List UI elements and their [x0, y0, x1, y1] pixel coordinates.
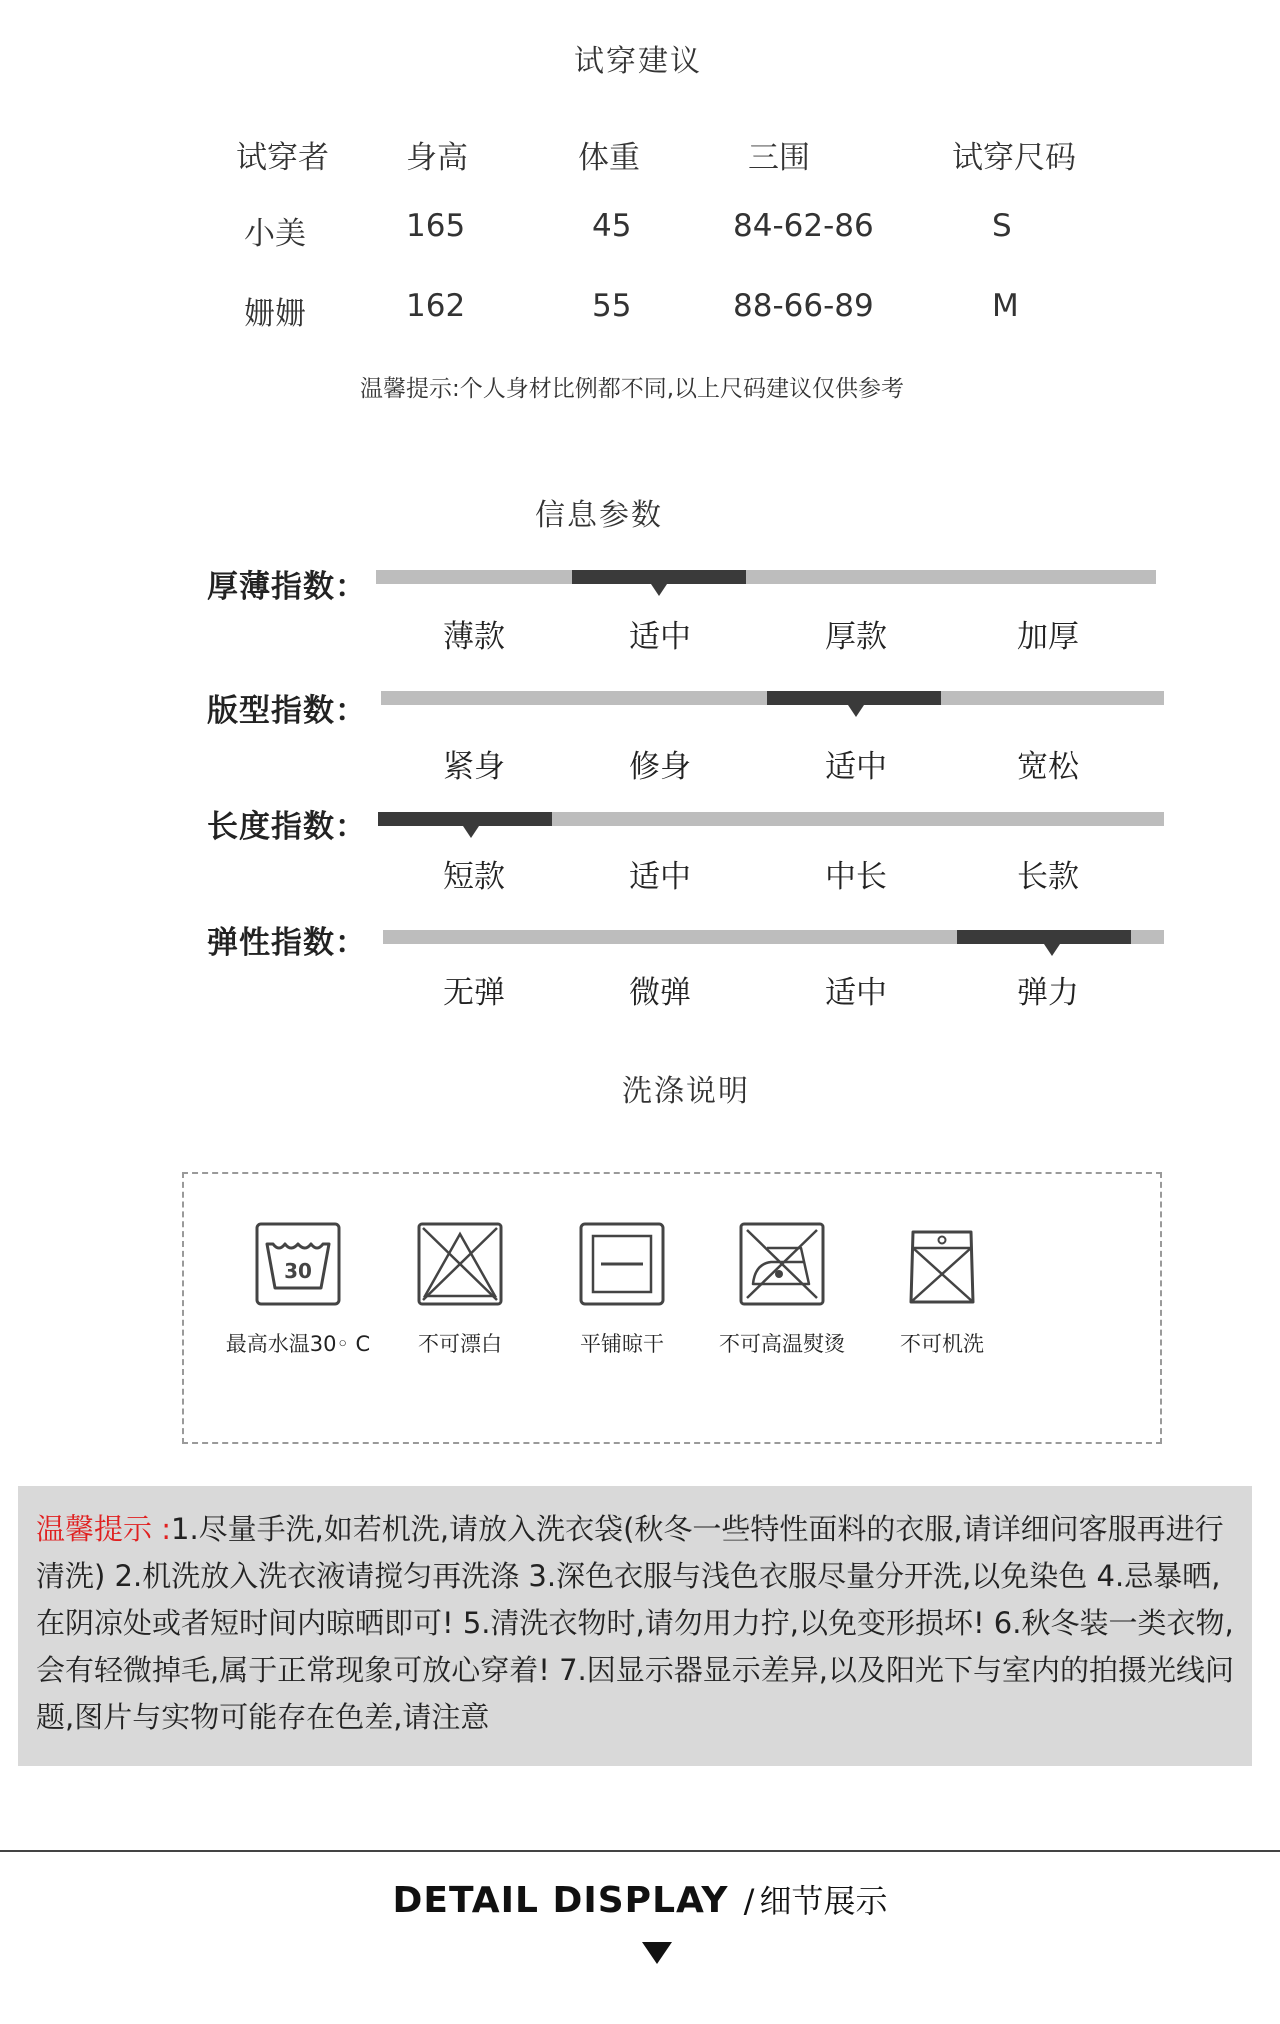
index-option: 厚款 [825, 619, 887, 655]
index-option: 弹力 [1017, 975, 1079, 1011]
index-option: 适中 [825, 749, 887, 785]
wash-label: 不可高温熨烫 [719, 1332, 845, 1356]
notice-body: 1.尽量手洗,如若机洗,请放入洗衣袋(秋冬一些特性面料的衣服,请详细问客服再进行清洗) 2.机洗放入洗衣液请搅匀再洗涤 3.深色衣服与浅色衣服尽量分开洗,以免染色 4.忌暴晒,在阴凉处或者短时间内晾晒即可! 5.清洗衣物时,请勿用力拧,以免变形损坏! 6.秋冬装一类衣物,会有轻微掉毛,属于正常现象可放心穿着! 7.因显示器显示差异,以及阳光下与室内的拍摄光线问题,图片与实物可能存在色差,请注意 [36, 1512, 1234, 1734]
no-machine-wash-icon [899, 1222, 985, 1306]
index-pointer [651, 584, 667, 596]
section-divider [0, 1850, 1280, 1852]
detail-separator: / [743, 1882, 755, 1920]
notice-label: 温馨提示 : [36, 1512, 171, 1546]
index-pointer [1044, 944, 1060, 956]
warm-notice-box [18, 1486, 1252, 1766]
index-label: 长度指数： [207, 809, 367, 845]
wash-label: 不可漂白 [418, 1332, 502, 1356]
table-cell: 45 [592, 208, 632, 244]
table-cell: 姗姗 [244, 296, 306, 332]
wash-item [380, 1222, 540, 1358]
fit-tip: 温馨提示:个人身材比例都不同,以上尺码建议仅供参考 [359, 376, 905, 402]
detail-title-en: DETAIL DISPLAY [392, 1880, 729, 1921]
index-option: 中长 [825, 859, 887, 895]
detail-display-heading [0, 1876, 1280, 1922]
index-track [381, 691, 1164, 705]
wash-item [218, 1222, 378, 1358]
detail-title-zh: 细节展示 [759, 1882, 888, 1920]
table-header: 身高 [406, 140, 468, 176]
table-header: 试穿尺码 [952, 140, 1076, 176]
table-cell: 小美 [244, 216, 306, 252]
index-pointer [848, 705, 864, 717]
wash-item [862, 1222, 1022, 1358]
wash-item [542, 1222, 702, 1358]
table-cell: S [992, 208, 1012, 244]
table-header: 体重 [578, 140, 640, 176]
index-pointer [463, 826, 479, 838]
wash-30-icon [255, 1222, 341, 1306]
table-cell: 165 [406, 208, 466, 244]
index-option: 短款 [443, 859, 505, 895]
index-selected-segment [767, 691, 941, 705]
index-track [378, 812, 1164, 826]
wash-label: 不可机洗 [900, 1332, 984, 1356]
index-selected-segment [957, 930, 1131, 944]
washing-instructions-box [182, 1172, 1162, 1444]
wash-label: 最高水温30◦ C [225, 1332, 371, 1356]
dry-flat-icon [579, 1222, 665, 1306]
table-header: 试穿者 [236, 140, 329, 176]
index-option: 适中 [629, 859, 691, 895]
index-label: 版型指数： [207, 693, 367, 729]
index-option: 无弹 [443, 975, 505, 1011]
washing-title: 洗涤说明 [622, 1074, 750, 1109]
index-option: 紧身 [443, 749, 505, 785]
index-option: 加厚 [1017, 619, 1079, 655]
table-cell: M [992, 288, 1019, 324]
index-option: 宽松 [1017, 749, 1079, 785]
index-track [376, 570, 1156, 584]
no-bleach-icon [417, 1222, 503, 1306]
index-label: 弹性指数： [207, 925, 367, 961]
index-selected-segment [378, 812, 552, 826]
index-option: 修身 [629, 749, 691, 785]
index-option: 微弹 [629, 975, 691, 1011]
notice-text [36, 1506, 1234, 1741]
wash-label: 平铺晾干 [580, 1332, 664, 1356]
table-header: 三围 [748, 140, 810, 176]
table-cell: 55 [592, 288, 632, 324]
index-option: 长款 [1017, 859, 1079, 895]
fit-advice-title: 试穿建议 [574, 44, 702, 79]
wash-item [702, 1222, 862, 1358]
no-high-temp-iron-icon [739, 1222, 825, 1306]
index-option: 适中 [825, 975, 887, 1011]
index-label: 厚薄指数： [207, 569, 367, 605]
table-cell: 84-62-86 [733, 208, 874, 244]
index-selected-segment [572, 570, 746, 584]
svg-text:30: 30 [284, 1259, 312, 1283]
info-title: 信息参数 [535, 498, 663, 533]
index-option: 薄款 [443, 619, 505, 655]
down-arrow-icon [642, 1942, 672, 1964]
index-option: 适中 [629, 619, 691, 655]
index-track [383, 930, 1164, 944]
table-cell: 88-66-89 [733, 288, 874, 324]
table-cell: 162 [406, 288, 466, 324]
